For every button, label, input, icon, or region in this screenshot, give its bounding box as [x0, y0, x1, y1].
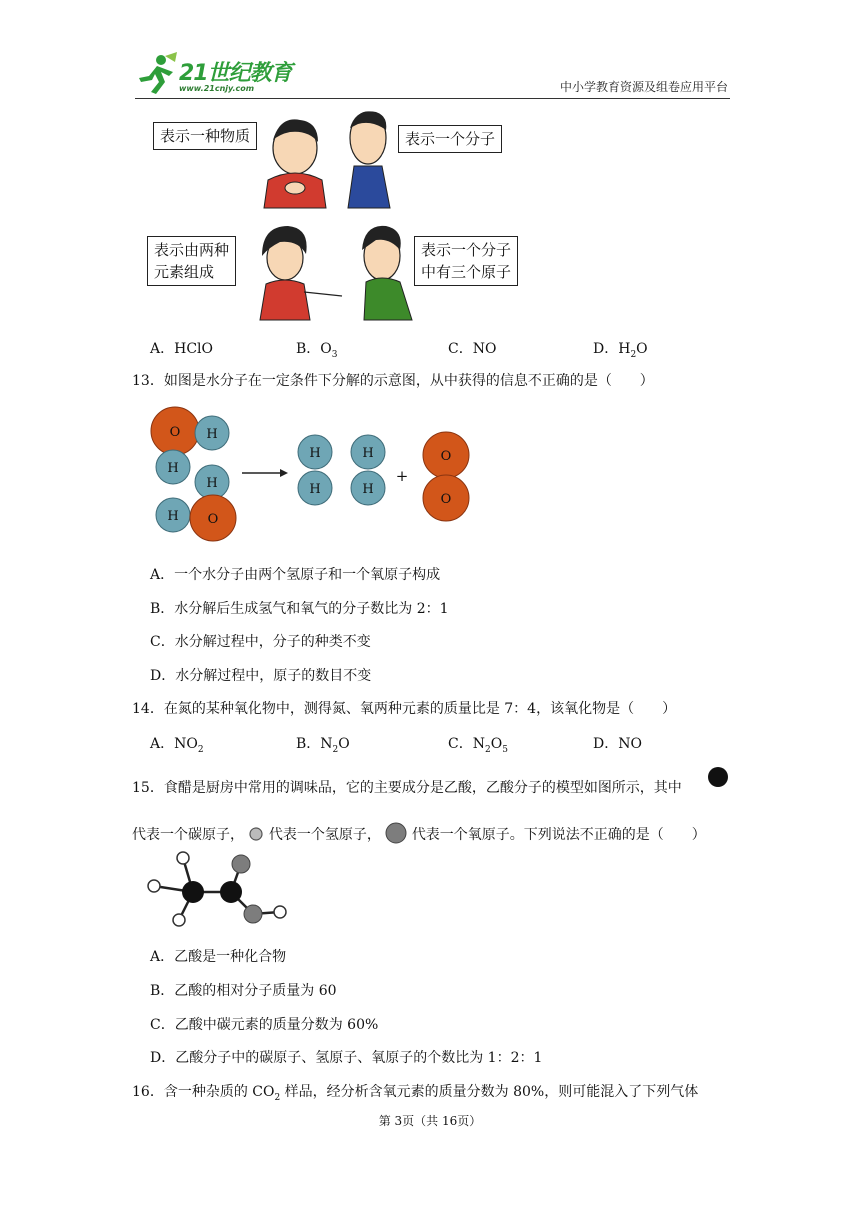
q13-option-d: D．水分解过程中，原子的数目不变	[150, 668, 372, 684]
q15-option-b: B．乙酸的相对分子质量为 60	[150, 983, 337, 999]
hydrogen-atom	[173, 914, 185, 926]
q14-stem: 14．在氮的某种氧化物中，测得氮、氧两种元素的质量比是 7：4，该氧化物是（ ）	[132, 701, 677, 717]
water-decomposition-diagram	[148, 405, 478, 545]
carbon-atom-icon	[707, 766, 729, 788]
atom-label: H	[309, 446, 321, 461]
q13-option-a: A．一个水分子由两个氢原子和一个氧原子构成	[150, 567, 441, 583]
q14-option-a: A．$NO_2$	[150, 736, 204, 755]
q12-option-d: D．$H_2O$	[593, 341, 648, 360]
carbon-atom	[182, 881, 204, 903]
logo	[135, 50, 310, 96]
runner-logo-icon	[135, 52, 179, 96]
atom-label: O	[440, 492, 452, 507]
speech-bubble-3-line2: 元素组成	[154, 263, 215, 281]
atom-label: H	[309, 482, 321, 497]
atom-label: H	[362, 482, 374, 497]
atom-label: H	[206, 476, 218, 491]
oxygen-atom-icon	[385, 822, 407, 844]
hydrogen-atom	[177, 852, 189, 864]
q15-stem-line2: 代表一个碳原子， 代表一个氢原子， 代表一个氧原子。下列说法不正确的是（ ）	[132, 822, 706, 844]
q14-option-b: B．$N_2O$	[296, 736, 350, 755]
speech-bubble-2: 表示一个分子	[398, 125, 502, 153]
logo-url: www.21cnjy.com	[179, 84, 255, 93]
q15-option-c: C．乙酸中碳元素的质量分数为 60%	[150, 1017, 379, 1033]
speech-bubble-3-line1: 表示由两种	[154, 241, 230, 259]
q14-option-c: C．$N_2O_5$	[448, 736, 508, 755]
speech-bubble-1: 表示一种物质	[153, 122, 257, 150]
speech-bubble-3	[147, 236, 236, 286]
speech-bubble-4-line1: 表示一个分子	[421, 241, 512, 259]
q15-option-d: D．乙酸分子中的碳原子、氢原子、氧原子的个数比为 1：2：1	[150, 1050, 543, 1066]
hydrogen-atom	[148, 880, 160, 892]
q15-stem-line1: 15．食醋是厨房中常用的调味品，它的主要成分是乙酸，乙酸分子的模型如图所示，其中	[132, 780, 682, 796]
carbon-atom	[220, 881, 242, 903]
atom-label: H	[167, 509, 179, 524]
oxygen-atom	[244, 905, 262, 923]
q15-option-a: A．乙酸是一种化合物	[150, 949, 287, 965]
atom-label: O	[169, 425, 181, 440]
acetic-acid-model	[146, 850, 296, 930]
page-header	[135, 50, 730, 99]
q13-option-b: B．水分解后生成氢气和氧气的分子数比为 2：1	[150, 601, 449, 617]
header-platform-text: 中小学教育资源及组卷应用平台	[559, 80, 728, 94]
q12-option-c: C．NO	[448, 341, 497, 357]
logo-text: 21世纪教育	[179, 61, 292, 86]
speech-bubble-4	[414, 236, 518, 286]
atom-label: H	[167, 461, 179, 476]
page-footer: 第 3页（共 16页）	[378, 1114, 482, 1128]
q16-stem: 16．含一种杂质的 $CO_2$ 样品，经分析含氧元素的质量分数为 80%，则可能混入了下列气体	[132, 1084, 699, 1103]
q12-option-a: A．HClO	[150, 341, 213, 357]
atom-label: O	[207, 512, 219, 527]
speech-bubble-4-line2: 中有三个原子	[421, 263, 512, 281]
atom-label: H	[206, 427, 218, 442]
atom-label: O	[440, 449, 452, 464]
q13-stem: 13．如图是水分子在一定条件下分解的示意图，从中获得的信息不正确的是（ ）	[132, 373, 654, 389]
q12-option-b: B．$O_3$	[296, 341, 338, 360]
q14-option-d: D．NO	[593, 736, 642, 752]
hydrogen-atom	[274, 906, 286, 918]
q13-option-c: C．水分解过程中，分子的种类不变	[150, 634, 371, 650]
atom-label: H	[362, 446, 374, 461]
hydrogen-atom-icon	[248, 826, 264, 842]
cartoon-figure	[150, 108, 540, 323]
plus-sign: +	[395, 467, 409, 485]
oxygen-atom	[232, 855, 250, 873]
